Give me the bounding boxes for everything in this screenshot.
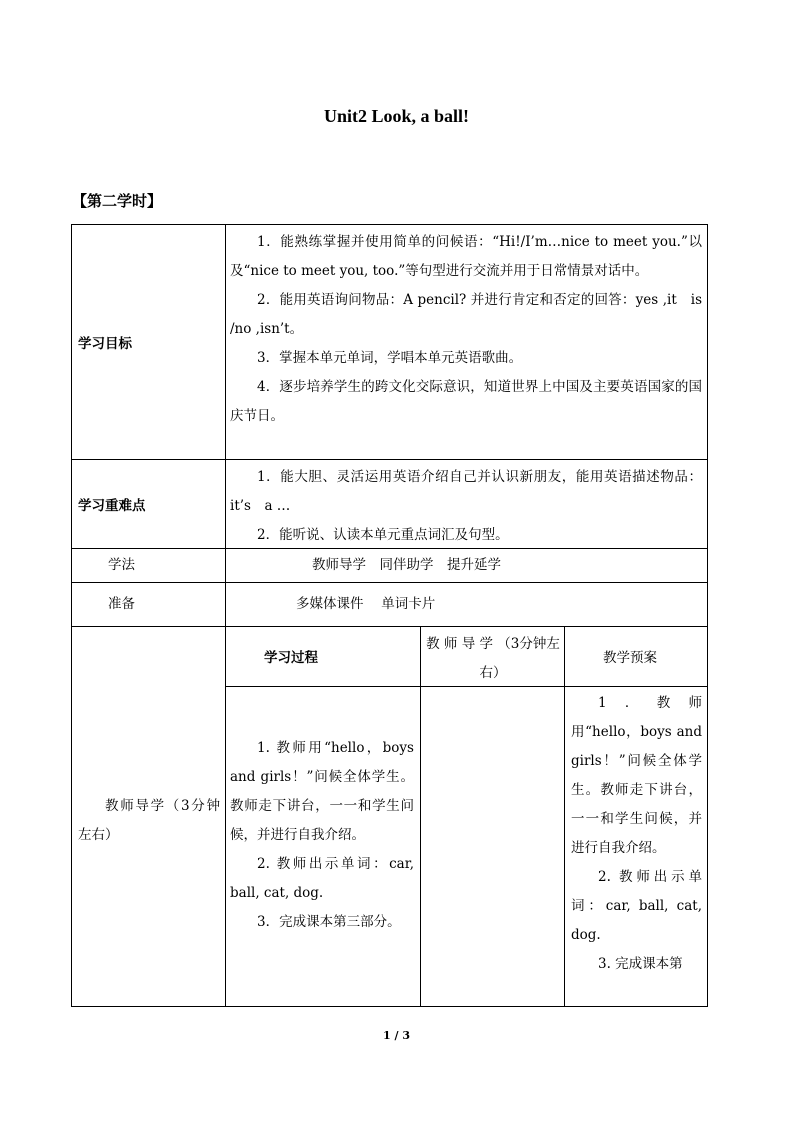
plan-item: 1．教师用“hello，boys and girls！”问候全体学生。教师走下讲台，一一和学生问候，并进行自我介绍。	[571, 695, 702, 856]
page-number: 1 / 3	[383, 1029, 410, 1042]
method-label: 学法	[108, 557, 135, 573]
objective-item: 2．能用英语询问物品：A pencil? 并进行肯定和否定的回答：yes ,it is /no ,isn’t。	[230, 292, 702, 337]
plan-content	[571, 689, 702, 1007]
plan-item: 3. 完成课本第	[598, 956, 683, 972]
method-value: 教师导学 同伴助学 提升延学	[312, 557, 501, 573]
process-item: 1. 教师用“hello，boys and girls！”问候全体学生。教师走下讲台，一一和学生问候，并进行自我介绍。	[230, 740, 414, 843]
table-line	[71, 224, 708, 225]
process-content	[230, 734, 414, 937]
table-line	[420, 626, 421, 1007]
document-title: Unit2 Look, a ball!	[323, 106, 470, 126]
objective-item: 1．能熟练掌握并使用简单的问候语：“Hi!/I’m…nice to meet you.”以及“nice to meet you, too.”等句型进行交流并用于日常情景对话中。	[230, 234, 702, 279]
preparation-label: 准备	[108, 596, 135, 612]
objective-item: 3．掌握本单元单词，学唱本单元英语歌曲。	[257, 350, 523, 366]
objective-item: 4．逐步培养学生的跨文化交际意识，知道世界上中国及主要英语国家的国庆节日。	[230, 379, 702, 424]
preparation-value: 多媒体课件 单词卡片	[296, 596, 436, 612]
teacher-guide-header: 教 师 导 学 （3分钟左右）	[426, 636, 560, 681]
process-item: 2. 教师出示单词：car, ball, cat, dog.	[230, 856, 414, 901]
key-point-item: 1．能大胆、灵活运用英语介绍自己并认识新朋友，能用英语描述物品：it’s a …	[230, 469, 702, 514]
table-line	[225, 224, 226, 1007]
objectives-content	[230, 228, 702, 431]
table-line	[71, 582, 708, 583]
process-row-label: 教师导学（3分钟左右）	[78, 798, 220, 843]
plan-item: 2. 教师出示单词：car, ball, cat, dog.	[571, 869, 702, 943]
table-line	[564, 626, 565, 1007]
table-line	[71, 626, 708, 627]
table-line	[71, 459, 708, 460]
table-line	[707, 224, 708, 1007]
key-points-label: 学习重难点	[78, 498, 146, 514]
section-heading: 【第二学时】	[72, 192, 163, 210]
plan-header: 教学预案	[603, 650, 657, 666]
key-point-item: 2．能听说、认读本单元重点词汇及句型。	[257, 527, 509, 543]
objectives-label: 学习目标	[78, 336, 132, 352]
table-line	[71, 224, 72, 1007]
process-header: 学习过程	[264, 650, 318, 666]
key-points-content	[230, 463, 702, 550]
process-item: 3．完成课本第三部分。	[257, 914, 401, 930]
